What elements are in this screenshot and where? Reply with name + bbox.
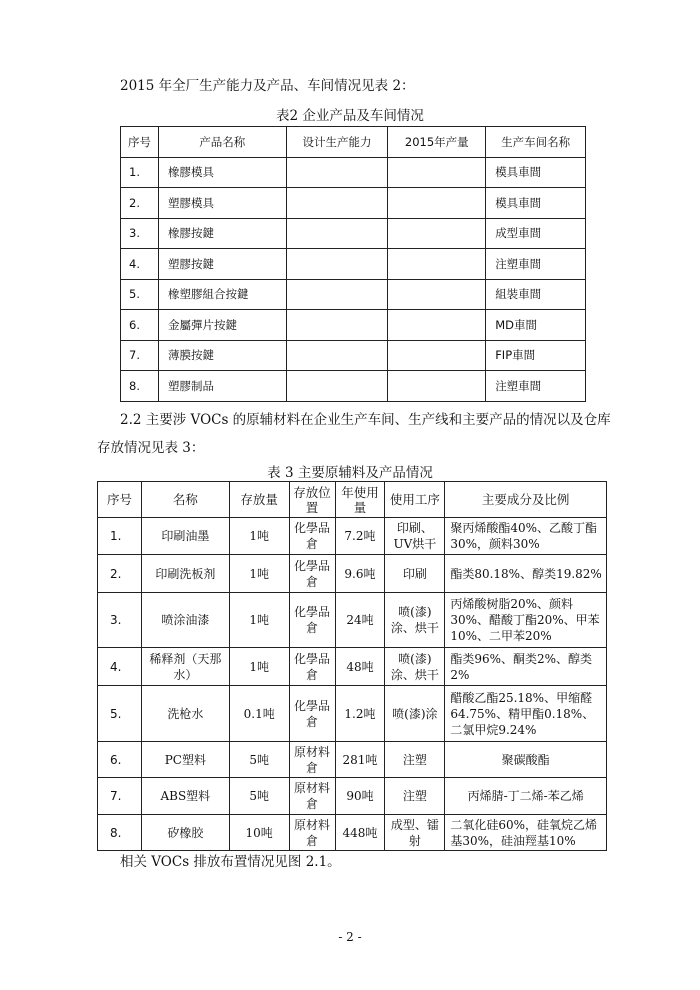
product-name: 薄膜按鍵 [158,340,286,371]
output [388,157,486,188]
workshop-name: 組裝車間 [486,279,586,310]
page-number: - 2 - [338,930,362,944]
row-no: 1. [121,157,159,188]
storage-location: 原材料倉 [289,742,335,778]
storage-amount: 1吨 [229,555,289,593]
table-row [121,157,586,188]
product-name: 金屬彈片按鍵 [158,310,286,341]
table-row [121,279,586,310]
output [388,371,486,402]
output [388,340,486,371]
table3-header-location: 存放位置 [289,482,335,518]
composition: 丙烯酸树脂20%、颜料30%、醋酸丁酯20%、甲苯10%、二甲苯20% [445,593,607,648]
storage-amount: 1吨 [229,648,289,686]
row-no: 6. [121,310,159,341]
storage-location: 化學品倉 [289,555,335,593]
usage-process: 印刷、UV烘干 [385,518,445,555]
annual-usage: 448吨 [335,815,385,851]
table3-header-name: 名称 [141,482,229,518]
storage-location: 化學品倉 [289,593,335,648]
storage-amount: 1吨 [229,518,289,555]
annual-usage: 1.2吨 [335,686,385,742]
product-name: 塑膠按鍵 [158,249,286,280]
product-name: 橡膠按鍵 [158,218,286,249]
composition: 丙烯腈-丁二烯-苯乙烯 [445,778,607,815]
row-no: 8. [98,815,142,851]
row-no: 6. [98,742,142,778]
table2-header-no: 序号 [121,127,159,158]
capacity [286,371,388,402]
storage-amount: 5吨 [229,742,289,778]
table2-header-output: 2015年产量 [388,127,486,158]
usage-process: 成型、镭射 [385,815,445,851]
table-row [121,371,586,402]
workshop-name: 成型車間 [486,218,586,249]
table2-header-workshop: 生产车间名称 [486,127,586,158]
closing-paragraph: 相关 VOCs 排放布置情况见图 2.1。 [120,854,341,870]
material-name: 矽橡胶 [141,815,229,851]
workshop-name: 模具車間 [486,188,586,219]
annual-usage: 24吨 [335,593,385,648]
table-row [121,310,586,341]
storage-location: 原材料倉 [289,815,335,851]
composition: 酯类96%、酮类2%、醇类2% [445,648,607,686]
table-row [98,593,607,648]
section-paragraph-line1: 2.2 主要涉 VOCs 的原辅材料在企业生产车间、生产线和主要产品的情况以及仓库 [120,412,611,428]
capacity [286,340,388,371]
table-row [121,340,586,371]
storage-location: 化學品倉 [289,686,335,742]
output [388,188,486,219]
usage-process: 喷(漆)涂、烘干 [385,593,445,648]
table-row [121,218,586,249]
table-row [98,686,607,742]
row-no: 7. [121,340,159,371]
usage-process: 喷(漆)涂 [385,686,445,742]
capacity [286,157,388,188]
table3-header-annual: 年使用量 [335,482,385,518]
storage-location: 化學品倉 [289,648,335,686]
usage-process: 喷(漆)涂、烘干 [385,648,445,686]
product-name: 橡塑膠組合按鍵 [158,279,286,310]
table-row [98,778,607,815]
composition: 酯类80.18%、醇类19.82% [445,555,607,593]
table3-header-storage: 存放量 [229,482,289,518]
table3-header-process: 使用工序 [385,482,445,518]
table2-header-row [121,127,586,158]
material-name: 印刷油墨 [141,518,229,555]
material-name: 印刷洗板剂 [141,555,229,593]
workshop-name: 注塑車間 [486,249,586,280]
workshop-name: 注塑車間 [486,371,586,402]
table-row [121,249,586,280]
storage-location: 化學品倉 [289,518,335,555]
row-no: 2. [121,188,159,219]
row-no: 5. [121,279,159,310]
table3-caption: 表 3 主要原辅料及产品情况 [267,465,433,481]
product-name: 橡膠模具 [158,157,286,188]
composition: 醋酸乙酯25.18%、甲缩醛64.75%、精甲酯0.18%、二氯甲烷9.24% [445,686,607,742]
usage-process: 注塑 [385,778,445,815]
output [388,218,486,249]
row-no: 5. [98,686,142,742]
row-no: 3. [121,218,159,249]
product-name: 塑膠模具 [158,188,286,219]
material-name: 喷涂油漆 [141,593,229,648]
row-no: 7. [98,778,142,815]
section-paragraph-line2: 存放情况见表 3： [97,440,205,456]
output [388,249,486,280]
storage-amount: 1吨 [229,593,289,648]
storage-amount: 0.1吨 [229,686,289,742]
workshop-name: FIP車間 [486,340,586,371]
row-no: 4. [98,648,142,686]
annual-usage: 48吨 [335,648,385,686]
table-row [98,648,607,686]
table-row [98,518,607,555]
material-name: 洗枪水 [141,686,229,742]
materials-table [97,481,607,851]
usage-process: 注塑 [385,742,445,778]
material-name: 稀释剂（天那水） [141,648,229,686]
table2-header-name: 产品名称 [158,127,286,158]
capacity [286,310,388,341]
output [388,279,486,310]
workshop-name: 模具車間 [486,157,586,188]
annual-usage: 90吨 [335,778,385,815]
annual-usage: 7.2吨 [335,518,385,555]
row-no: 8. [121,371,159,402]
table2-header-capacity: 设计生产能力 [286,127,388,158]
row-no: 3. [98,593,142,648]
products-workshop-table [120,126,586,402]
table-row [98,742,607,778]
row-no: 1. [98,518,142,555]
workshop-name: MD車間 [486,310,586,341]
table3-header-row [98,482,607,518]
table2-caption: 表2 企业产品及车间情况 [276,108,424,124]
capacity [286,249,388,280]
annual-usage: 281吨 [335,742,385,778]
storage-amount: 10吨 [229,815,289,851]
material-name: PC塑料 [141,742,229,778]
table-row [98,555,607,593]
table3-header-composition: 主要成分及比例 [445,482,607,518]
capacity [286,218,388,249]
annual-usage: 9.6吨 [335,555,385,593]
composition: 二氧化硅60%，硅氧烷乙烯基30%，硅油羥基10% [445,815,607,851]
product-name: 塑膠制品 [158,371,286,402]
storage-amount: 5吨 [229,778,289,815]
table-row [121,188,586,219]
table3-header-no: 序号 [98,482,142,518]
composition: 聚丙烯酸酯40%、乙酸丁酯30%，颜料30% [445,518,607,555]
capacity [286,279,388,310]
storage-location: 原材料倉 [289,778,335,815]
intro-paragraph: 2015 年全厂生产能力及产品、车间情况见表 2： [120,78,415,94]
material-name: ABS塑料 [141,778,229,815]
row-no: 2. [98,555,142,593]
composition: 聚碳酸酯 [445,742,607,778]
output [388,310,486,341]
table-row [98,815,607,851]
usage-process: 印刷 [385,555,445,593]
row-no: 4. [121,249,159,280]
capacity [286,188,388,219]
